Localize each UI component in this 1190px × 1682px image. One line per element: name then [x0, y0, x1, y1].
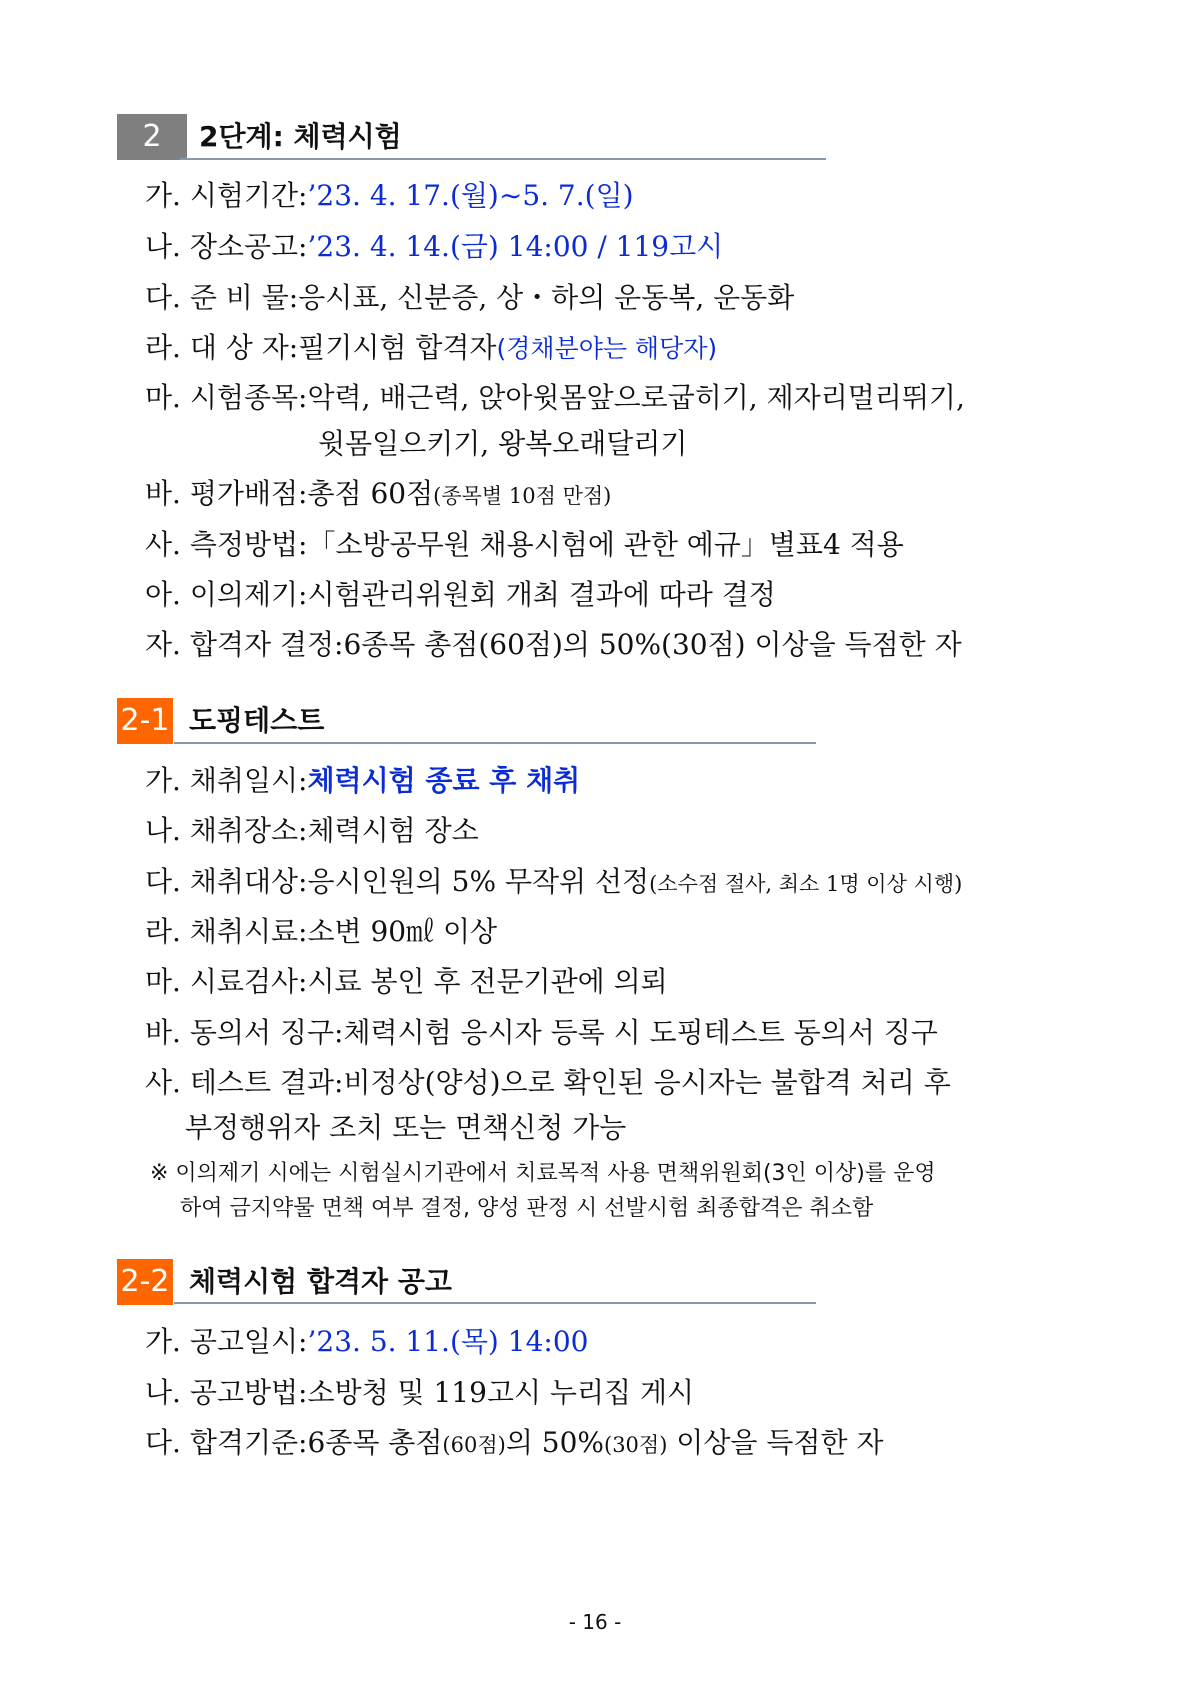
list-item: 마. 시료검사:시료 봉인 후 전문기관에 의뢰	[145, 965, 668, 998]
section-number: 2	[117, 114, 187, 160]
list-item: 마. 시험종목:악력, 배근력, 앉아윗몸앞으로굽히기, 제자리멀리뛰기,	[145, 381, 965, 414]
list-item: 라. 채취시료:소변 90㎖ 이상	[145, 915, 498, 948]
section-number: 2-1	[117, 698, 173, 744]
list-item: 나. 공고방법:소방청 및 119고시 누리집 게시	[145, 1376, 695, 1409]
list-item: 바. 동의서 징구:체력시험 응시자 등록 시 도핑테스트 동의서 징구	[145, 1016, 938, 1049]
section-number: 2-2	[117, 1259, 173, 1305]
list-item: 자. 합격자 결정:6종목 총점(60점)의 50%(30점) 이상을 득점한 자	[145, 628, 962, 661]
list-item: 가. 시험기간:’23. 4. 17.(월)∼5. 7.(일)	[145, 179, 634, 212]
note-continuation: 하여 금지약물 면책 여부 결정, 양성 판정 시 선발시험 최종합격은 취소함	[180, 1196, 874, 1221]
list-item: 가. 채취일시:체력시험 종료 후 채취	[145, 764, 581, 797]
section-rule	[174, 1302, 816, 1304]
list-item: 가. 공고일시:’23. 5. 11.(목) 14:00	[145, 1325, 589, 1358]
list-item: 사. 테스트 결과:비정상(양성)으로 확인된 응시자는 불합격 처리 후	[145, 1066, 951, 1099]
list-item: 나. 채취장소:체력시험 장소	[145, 814, 479, 847]
page-number: - 16 -	[568, 1610, 622, 1634]
list-item: 다. 준 비 물:응시표, 신분증, 상・하의 운동복, 운동화	[145, 281, 795, 314]
list-item: 다. 합격기준:6종목 총점(60점)의 50%(30점) 이상을 득점한 자	[145, 1426, 884, 1459]
list-item: 라. 대 상 자:필기시험 합격자(경채분야는 해당자)	[145, 331, 718, 364]
section-title: 체력시험 합격자 공고	[189, 1265, 452, 1298]
list-item: 다. 채취대상:응시인원의 5% 무작위 선정(소수점 절사, 최소 1명 이상 시행)	[145, 865, 963, 898]
list-item: 아. 이의제기:시험관리위원회 개최 결과에 따라 결정	[145, 578, 776, 611]
section-title: 도핑테스트	[189, 704, 325, 737]
list-item: 사. 측정방법:「소방공무원 채용시험에 관한 예규」별표4 적용	[145, 528, 904, 561]
list-item-continuation: 윗몸일으키기, 왕복오래달리기	[318, 427, 688, 460]
section-title: 2단계: 체력시험	[199, 120, 402, 153]
list-item-continuation: 부정행위자 조치 또는 면책신청 가능	[185, 1111, 627, 1144]
section-rule	[180, 158, 826, 160]
section-rule	[174, 742, 816, 744]
list-item: 바. 평가배점:총점 60점(종목별 10점 만점)	[145, 477, 612, 510]
note: ※ 이의제기 시에는 시험실시기관에서 치료목적 사용 면책위원회(3인 이상)를 운영	[150, 1161, 936, 1186]
list-item: 나. 장소공고:’23. 4. 14.(금) 14:00 / 119고시	[145, 230, 724, 263]
